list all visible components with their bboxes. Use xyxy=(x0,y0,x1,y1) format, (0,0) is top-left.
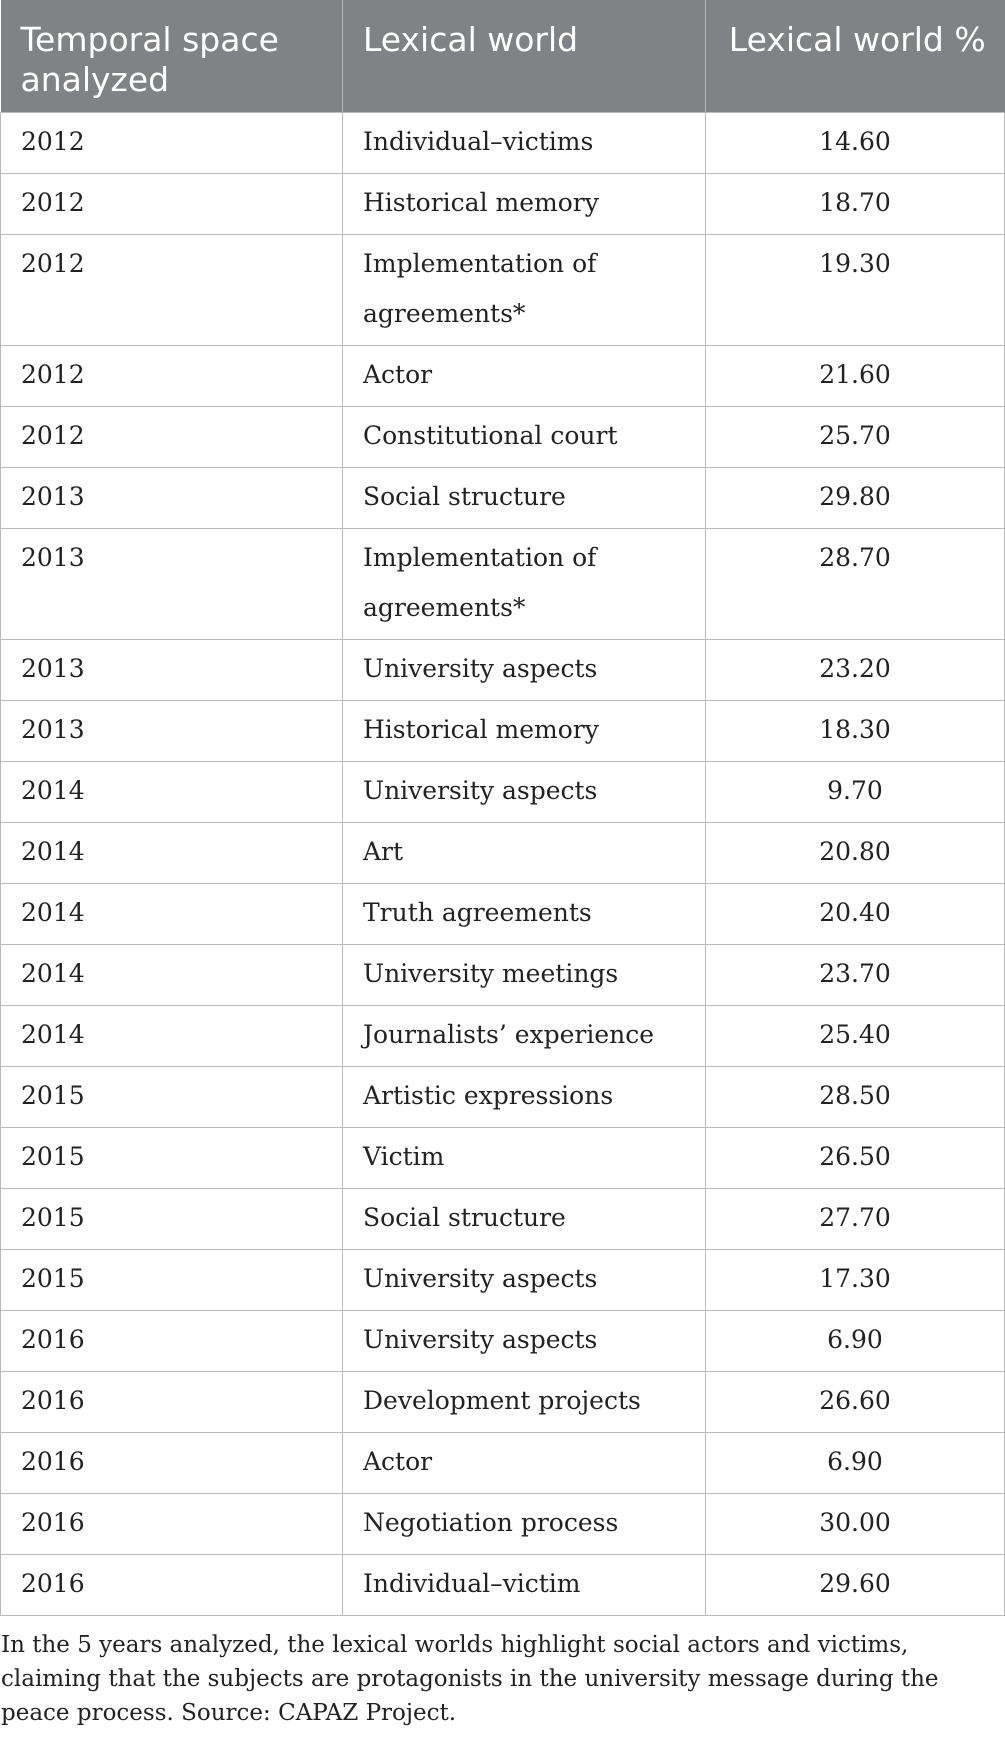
cell-lexical-world: Individual–victims xyxy=(343,113,706,174)
cell-lexical-world-pct: 26.50 xyxy=(706,1128,1005,1189)
cell-lexical-world: Implementation of agreements* xyxy=(343,235,706,346)
cell-lexical-world-pct: 9.70 xyxy=(706,762,1005,823)
table-row xyxy=(1,823,1005,884)
table-row xyxy=(1,529,1005,640)
table-row xyxy=(1,1128,1005,1189)
table-row xyxy=(1,235,1005,346)
cell-year: 2015 xyxy=(1,1189,343,1250)
table-row xyxy=(1,1311,1005,1372)
cell-year: 2014 xyxy=(1,823,343,884)
cell-year: 2015 xyxy=(1,1067,343,1128)
cell-year: 2016 xyxy=(1,1555,343,1616)
cell-lexical-world: Implementation of agreements* xyxy=(343,529,706,640)
cell-year: 2013 xyxy=(1,701,343,762)
cell-lexical-world-pct: 21.60 xyxy=(706,346,1005,407)
cell-lexical-world: Individual–victim xyxy=(343,1555,706,1616)
cell-lexical-world-pct: 25.40 xyxy=(706,1006,1005,1067)
cell-lexical-world-pct: 28.70 xyxy=(706,529,1005,640)
cell-lexical-world: Truth agreements xyxy=(343,884,706,945)
cell-year: 2012 xyxy=(1,407,343,468)
cell-lexical-world: Victim xyxy=(343,1128,706,1189)
cell-lexical-world: Historical memory xyxy=(343,174,706,235)
cell-lexical-world: Constitutional court xyxy=(343,407,706,468)
table-row xyxy=(1,1250,1005,1311)
cell-lexical-world: University aspects xyxy=(343,1250,706,1311)
cell-year: 2015 xyxy=(1,1250,343,1311)
cell-lexical-world: University aspects xyxy=(343,1311,706,1372)
cell-lexical-world-pct: 25.70 xyxy=(706,407,1005,468)
cell-year: 2014 xyxy=(1,945,343,1006)
table-row xyxy=(1,468,1005,529)
cell-lexical-world-pct: 27.70 xyxy=(706,1189,1005,1250)
cell-lexical-world: Journalists’ experience xyxy=(343,1006,706,1067)
cell-lexical-world-pct: 18.30 xyxy=(706,701,1005,762)
table-header xyxy=(1,0,1005,113)
cell-lexical-world-pct: 29.60 xyxy=(706,1555,1005,1616)
table-row xyxy=(1,762,1005,823)
cell-year: 2012 xyxy=(1,235,343,346)
cell-year: 2013 xyxy=(1,529,343,640)
cell-lexical-world: Actor xyxy=(343,1433,706,1494)
table-row xyxy=(1,1189,1005,1250)
cell-lexical-world: Negotiation process xyxy=(343,1494,706,1555)
cell-lexical-world-pct: 29.80 xyxy=(706,468,1005,529)
table-row xyxy=(1,1433,1005,1494)
table-row xyxy=(1,1067,1005,1128)
cell-year: 2012 xyxy=(1,174,343,235)
table-row xyxy=(1,1555,1005,1616)
cell-lexical-world: Art xyxy=(343,823,706,884)
cell-lexical-world-pct: 18.70 xyxy=(706,174,1005,235)
table-row xyxy=(1,1006,1005,1067)
cell-lexical-world: Development projects xyxy=(343,1372,706,1433)
cell-lexical-world: University aspects xyxy=(343,762,706,823)
cell-lexical-world: Artistic expressions xyxy=(343,1067,706,1128)
cell-year: 2012 xyxy=(1,346,343,407)
header-lexical-world-pct: Lexical world % xyxy=(706,0,1005,113)
cell-lexical-world-pct: 17.30 xyxy=(706,1250,1005,1311)
cell-lexical-world-pct: 26.60 xyxy=(706,1372,1005,1433)
cell-year: 2012 xyxy=(1,113,343,174)
table-row xyxy=(1,945,1005,1006)
cell-lexical-world-pct: 14.60 xyxy=(706,113,1005,174)
cell-lexical-world: Actor xyxy=(343,346,706,407)
cell-year: 2016 xyxy=(1,1372,343,1433)
cell-year: 2014 xyxy=(1,762,343,823)
table-row xyxy=(1,640,1005,701)
cell-year: 2014 xyxy=(1,884,343,945)
table-row xyxy=(1,701,1005,762)
cell-lexical-world-pct: 19.30 xyxy=(706,235,1005,346)
cell-year: 2013 xyxy=(1,468,343,529)
table-row xyxy=(1,1372,1005,1433)
cell-lexical-world-pct: 23.70 xyxy=(706,945,1005,1006)
cell-year: 2015 xyxy=(1,1128,343,1189)
cell-lexical-world-pct: 23.20 xyxy=(706,640,1005,701)
cell-year: 2014 xyxy=(1,1006,343,1067)
cell-lexical-world-pct: 30.00 xyxy=(706,1494,1005,1555)
cell-lexical-world: Social structure xyxy=(343,468,706,529)
cell-year: 2016 xyxy=(1,1311,343,1372)
table-row xyxy=(1,174,1005,235)
header-temporal-space: Temporal space analyzed xyxy=(1,0,343,113)
table-footnote: In the 5 years analyzed, the lexical worlds highlight social actors and victims, claiming that the subjects are protagonists in the university message during the peace process. Source: CAPAZ Project. xyxy=(1,1632,939,1726)
cell-lexical-world-pct: 20.80 xyxy=(706,823,1005,884)
cell-lexical-world-pct: 6.90 xyxy=(706,1311,1005,1372)
cell-lexical-world-pct: 20.40 xyxy=(706,884,1005,945)
cell-year: 2016 xyxy=(1,1433,343,1494)
table-row xyxy=(1,113,1005,174)
cell-year: 2013 xyxy=(1,640,343,701)
header-lexical-world: Lexical world xyxy=(343,0,706,113)
table-row xyxy=(1,346,1005,407)
table-row xyxy=(1,884,1005,945)
table-body xyxy=(1,113,1005,1616)
cell-lexical-world: Social structure xyxy=(343,1189,706,1250)
header-row xyxy=(1,0,1005,113)
cell-lexical-world: University meetings xyxy=(343,945,706,1006)
cell-lexical-world: University aspects xyxy=(343,640,706,701)
cell-year: 2016 xyxy=(1,1494,343,1555)
table-row xyxy=(1,407,1005,468)
cell-lexical-world: Historical memory xyxy=(343,701,706,762)
cell-lexical-world-pct: 6.90 xyxy=(706,1433,1005,1494)
table-row xyxy=(1,1494,1005,1555)
cell-lexical-world-pct: 28.50 xyxy=(706,1067,1005,1128)
